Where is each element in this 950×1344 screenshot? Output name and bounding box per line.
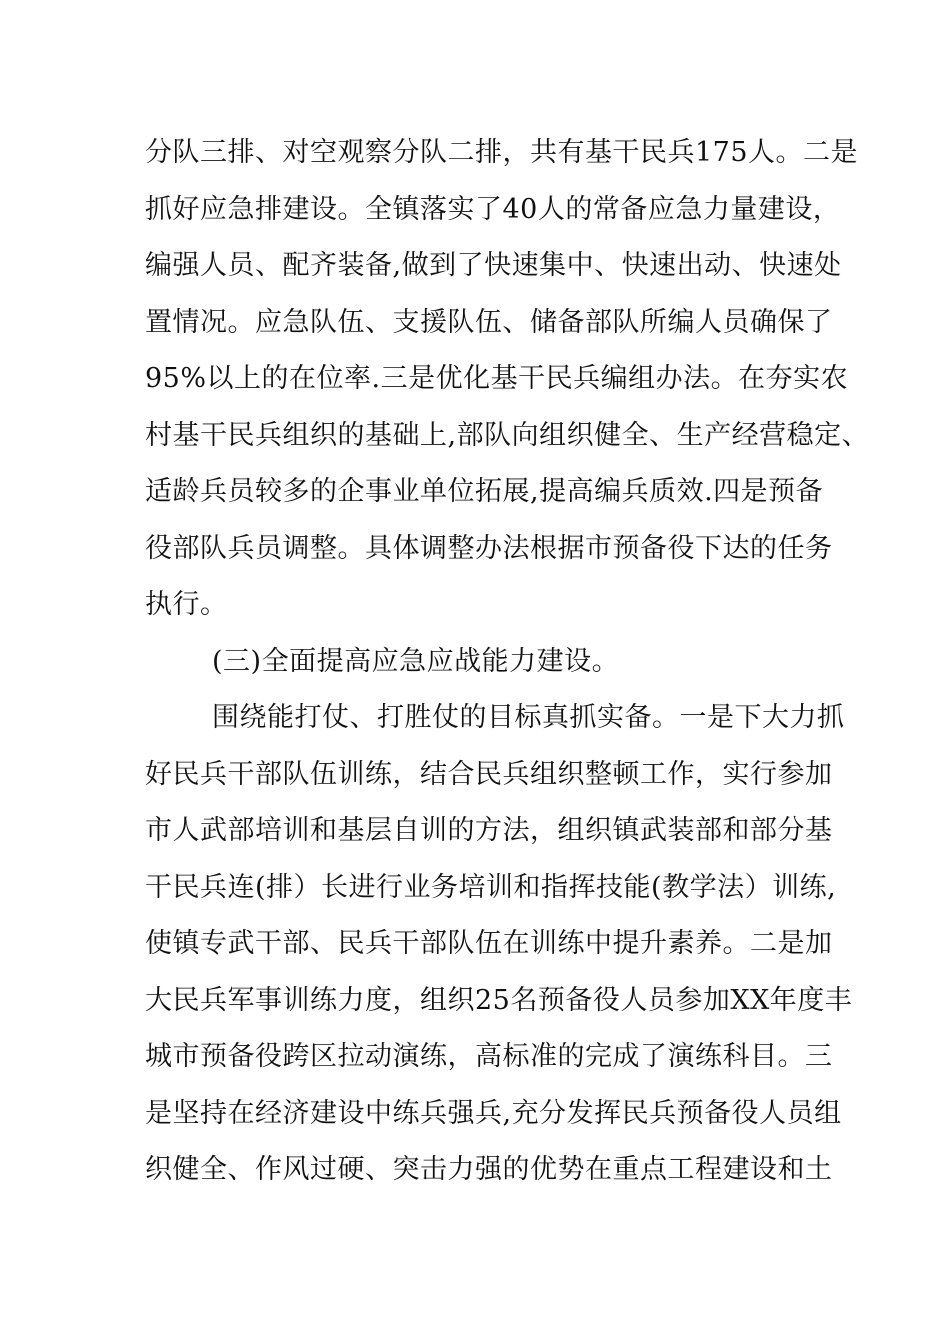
text-line: 编强人员、配齐装备,做到了快速集中、快速出动、快速处 xyxy=(145,250,842,281)
text-line: 村基干民兵组织的基础上,部队向组织健全、生产经营稳定、 xyxy=(145,420,870,451)
text-line: 干民兵连(排）长进行业务培训和指挥技能(教学法）训练, xyxy=(145,872,837,903)
text-line: 使镇专武干部、民兵干部队伍在训练中提升素养。二是加 xyxy=(145,928,833,959)
text-line: 分队三排、对空观察分队二排，共有基干民兵175人。二是 xyxy=(145,137,859,168)
text-line: 抓好应急排建设。全镇落实了40人的常备应急力量建设， xyxy=(145,194,841,225)
text-line: 好民兵干部队伍训练，结合民兵组织整顿工作，实行参加 xyxy=(145,759,833,790)
section-heading: (三)全面提高应急应战能力建设。 xyxy=(212,646,620,677)
paragraph-start: 围绕能打仗、打胜仗的目标真抓实备。一是下大力抓 xyxy=(212,702,845,733)
text-line: 城市预备役跨区拉动演练，高标准的完成了演练科目。三 xyxy=(145,1041,833,1072)
text-line: 是坚持在经济建设中练兵强兵,充分发挥民兵预备役人员组 xyxy=(145,1098,842,1129)
text-line: 大民兵军事训练力度，组织25名预备役人员参加XX年度丰 xyxy=(145,985,853,1016)
text-line: 市人武部培训和基层自训的方法，组织镇武装部和部分基 xyxy=(145,815,833,846)
text-line: 执行。 xyxy=(145,589,228,620)
text-line: 织健全、作风过硬、突击力强的优势在重点工程建设和土 xyxy=(145,1154,833,1185)
text-line: 置情况。应急队伍、支援队伍、储备部队所编人员确保了 xyxy=(145,307,833,338)
text-line: 95%以上的在位率.三是优化基干民兵编组办法。在夯实农 xyxy=(145,363,849,394)
text-line: 役部队兵员调整。具体调整办法根据市预备役下达的任务 xyxy=(145,533,833,564)
text-line: 适龄兵员较多的企事业单位拓展,提高编兵质效.四是预备 xyxy=(145,476,824,507)
